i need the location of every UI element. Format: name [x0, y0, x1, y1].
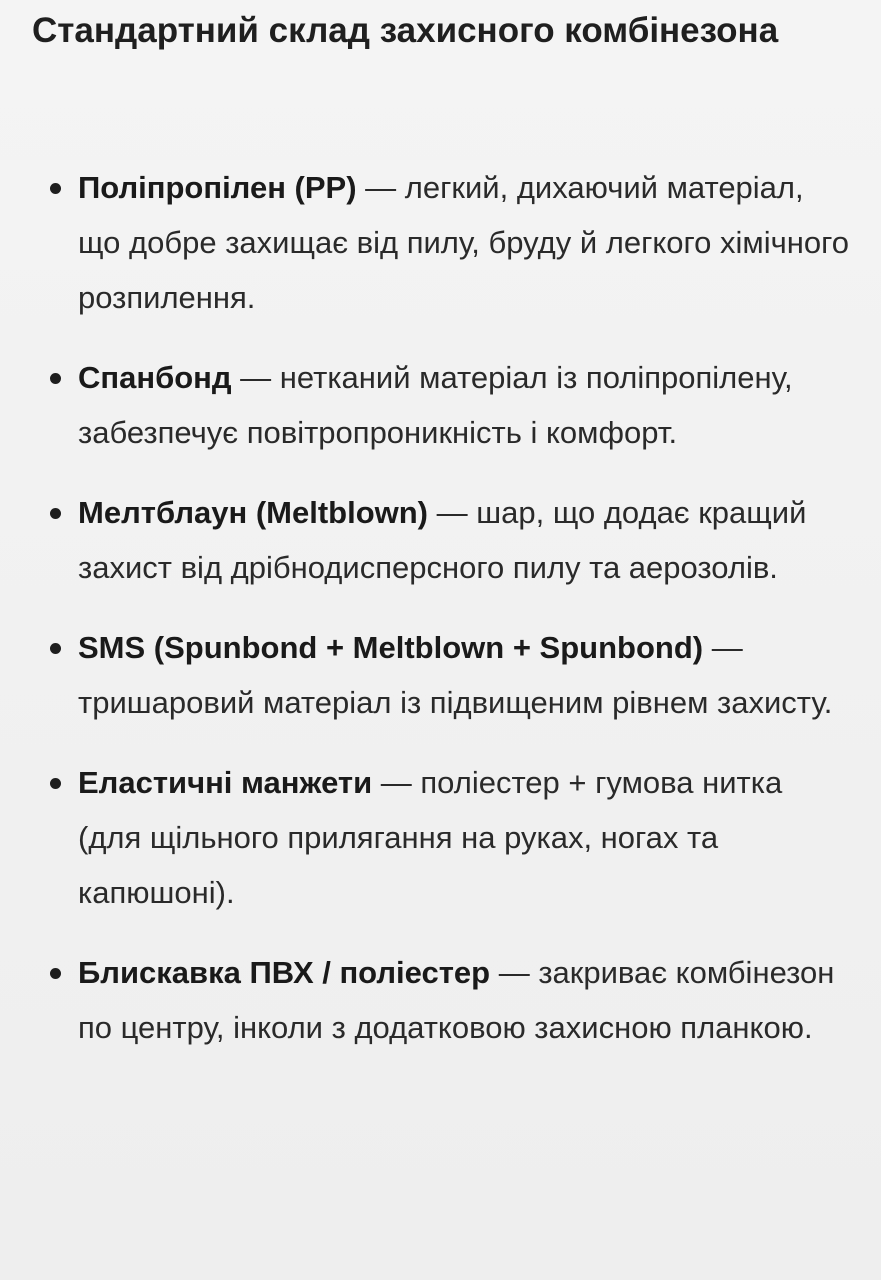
list-item [0, 350, 881, 460]
item-description: — поліестер + гумова нитка (для щільного прилягання на руках, ногах та капюшоні). [78, 765, 783, 910]
item-term: SMS (Spunbond + Meltblown + Spunbond) [78, 630, 704, 665]
bullet-icon [50, 183, 61, 194]
bullet-icon [50, 508, 61, 519]
item-description: — закриває комбінезон по центру, інколи з додатковою захисною планкою. [78, 955, 835, 1045]
section-title: Стандартний склад захисного комбінезона [32, 11, 779, 50]
list-item [0, 620, 881, 730]
item-term: Спанбонд [78, 360, 232, 395]
item-term: Мелтблаун (Meltblown) [78, 495, 429, 530]
bullet-icon [50, 643, 61, 654]
bullet-icon [50, 968, 61, 979]
item-description: — шар, що додає кращий захист від дрібнодисперсного пилу та аерозолів. [78, 495, 807, 585]
bullet-icon [50, 778, 61, 789]
list-item [0, 755, 881, 920]
item-description: — нетканий матеріал із поліпропілену, забезпечує повітропроникність і комфорт. [78, 360, 793, 450]
item-description: — тришаровий матеріал із підвищеним рівнем захисту. [78, 630, 833, 720]
item-term: Еластичні манжети [78, 765, 373, 800]
bullet-icon [50, 373, 61, 384]
item-term: Блискавка ПВХ / поліестер [78, 955, 491, 990]
list-item [0, 160, 881, 325]
list-item [0, 945, 881, 1055]
item-term: Поліпропілен (PP) [78, 170, 357, 205]
item-description: — легкий, дихаючий матеріал, що добре захищає від пилу, бруду й легкого хімічного розпилення. [78, 170, 849, 315]
materials-list [0, 160, 881, 1080]
list-item [0, 485, 881, 595]
